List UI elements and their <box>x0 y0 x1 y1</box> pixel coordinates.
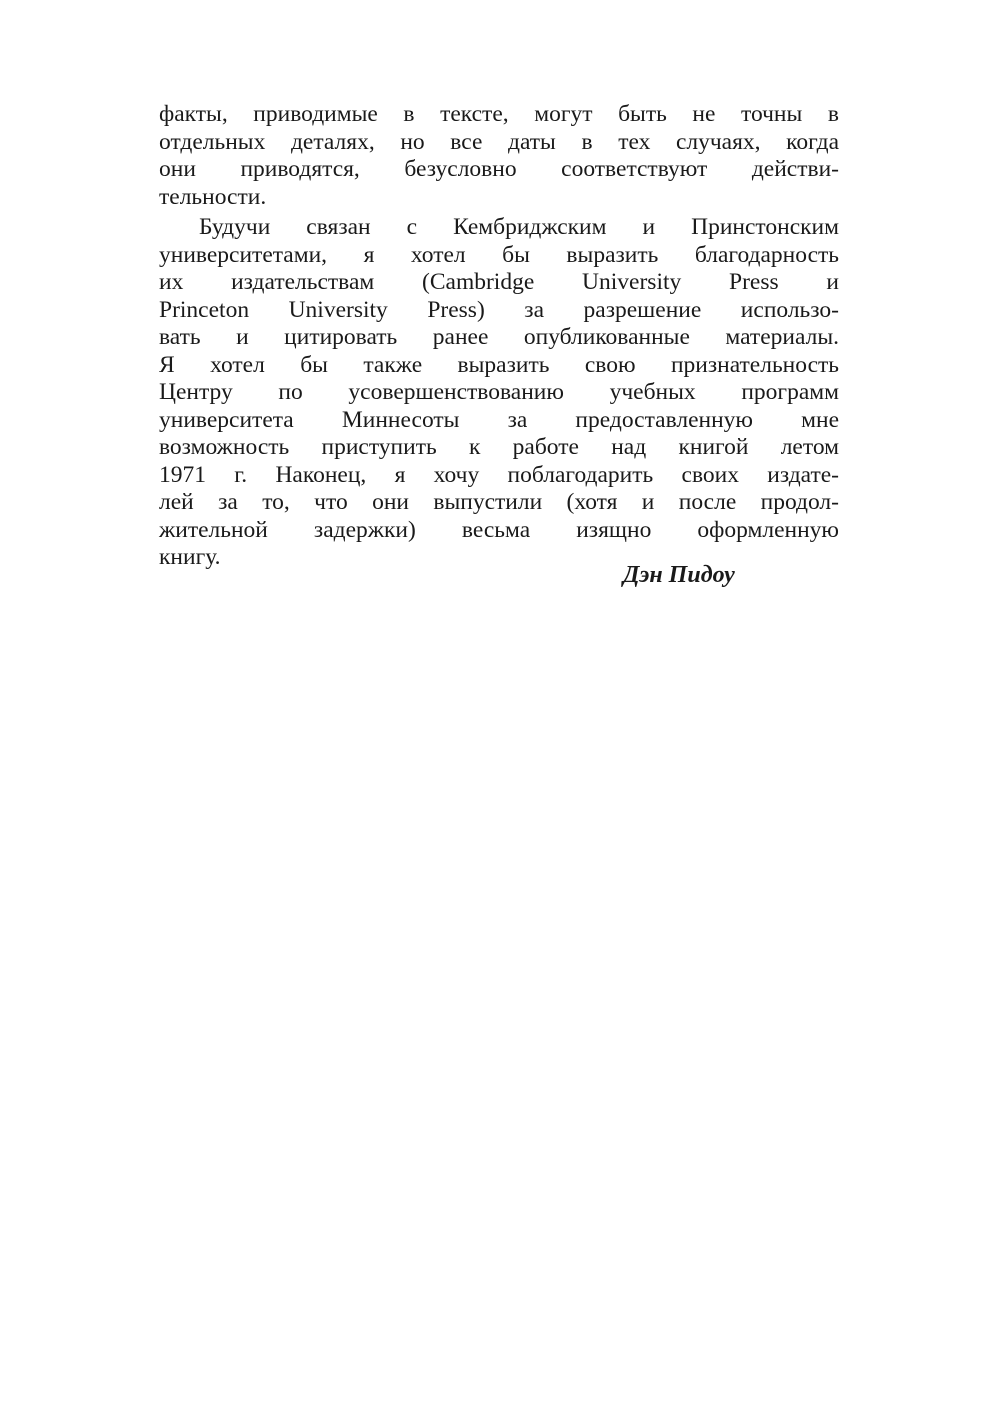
body-text <box>159 101 839 572</box>
text-line: университетами, я хотел бы выразить благодарность <box>159 241 839 268</box>
paragraph-2 <box>159 214 839 572</box>
text-line: факты, приводимые в тексте, могут быть не точны в <box>159 101 839 127</box>
text-line: 1971 г. Наконец, я хочу поблагодарить своих издате- <box>159 461 839 488</box>
author-signature: Дэн Пидоу <box>623 562 735 588</box>
text-line: Я хотел бы также выразить свою признательность <box>159 351 839 378</box>
text-line: жительной задержки) весьма изящно оформленную <box>159 516 839 543</box>
paragraph-1 <box>159 101 839 211</box>
text-line: они приводятся, безусловно соответствуют действи- <box>159 156 839 182</box>
text-line: Будучи связан с Кембриджским и Принстонским <box>199 214 839 240</box>
text-line: лей за то, что они выпустили (хотя и после продол- <box>159 489 839 515</box>
text-line: вать и цитировать ранее опубликованные материалы. <box>159 324 839 350</box>
text-line: Центру по усовершенствованию учебных программ <box>159 379 839 405</box>
text-line: университета Миннесоты за предоставленную мне <box>159 406 839 433</box>
text-line: отдельных деталях, но все даты в тех случаях, когда <box>159 128 839 155</box>
text-line: Princeton University Press) за разрешение использо- <box>159 296 839 323</box>
text-line: книгу. <box>159 544 221 570</box>
text-line: возможность приступить к работе над книгой летом <box>159 434 839 460</box>
text-line: их издательствам (Cambridge University Press и <box>159 269 839 295</box>
text-line: тельности. <box>159 183 267 210</box>
